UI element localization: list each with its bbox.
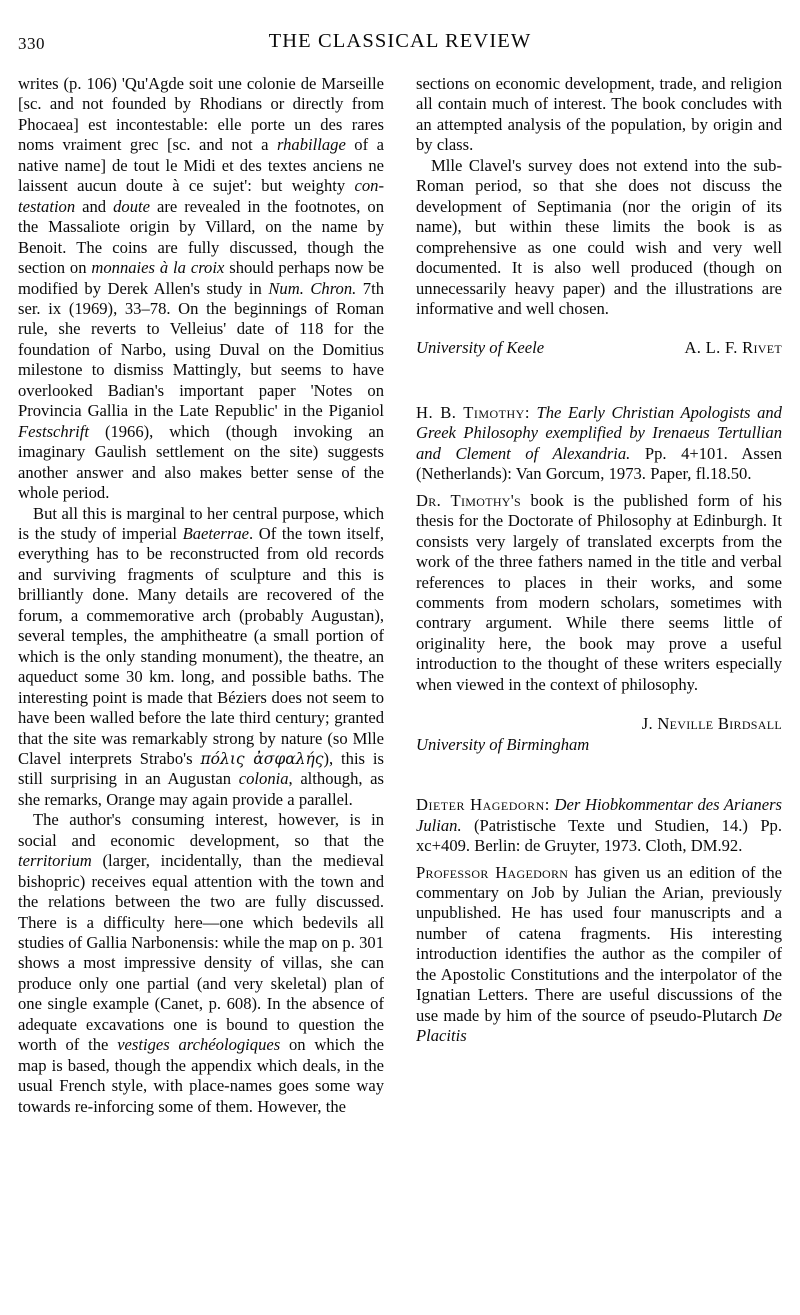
book-imprint: (Patristische Texte und Studien, 14.) Pp. xc+409. Berlin: de Gruyter, 1973. Cloth, DM.92.: [416, 815, 782, 856]
text-run: . Of the town itself, everything has to be reconstructed from old records and surviving fragments of sculpture and this is brilliantly done. Many details are recovered of the forum, a commemorative arch (probably Augustan), several temples, the amphitheatre (a small portion of which is the only standing monument), the theatre, an aqueduct some 30 km. long, and possible baths. The interesting point is made that Béziers does not seem to have been walled before the late third century; granted that the site was remarkably strong by nature (so Mlle Clavel interprets Strabo's: [18, 523, 384, 768]
paragraph-baeterrae: [18, 504, 384, 811]
signature-affiliation-birmingham: University of Birmingham: [416, 734, 590, 754]
text-run: 7th ser. ix (1969), 33–78. On the beginnings of Roman rule, she reverts to Velleius' date of 118 for the foundation of Narbo, using Duval on the Domitius milestone to dismiss Mattingly, but seems to have overlooked Badian's important paper 'Notes on Provincia Gallia in the Late Republic' in the Piganiol: [18, 278, 384, 421]
signature-author: A. L. F. Rivet: [684, 338, 782, 358]
book-imprint: Pp. 4+101. Assen (Netherlands): Van Gorcum, 1973. Paper, fl.18.50.: [416, 443, 782, 484]
journal-title: THE CLASSICAL REVIEW: [268, 30, 532, 52]
running-head: [18, 30, 782, 60]
paragraph-economic-sections: sections on economic development, trade, and religion all contain much of interest. The book concludes with an attempted analysis of the population, by origin and by class.: [416, 74, 782, 155]
text-run: ), this is still surprising in an Augustan: [18, 748, 384, 789]
book-title: Der Hiobkommentar des Arianers Julian.: [416, 795, 782, 835]
book-entry-header-hagedorn: [416, 795, 782, 856]
text-italic: vestiges archéologiques: [117, 1035, 281, 1055]
text-run: book is the published form of his thesis for the Doctorate of Philosophy at Edinburgh. It consists very largely of translated excerpts from the work of the three fathers named in the title and verbal references to places in their works, and some comments from modern scholars, sometimes with contrary argument. While there seems little of originality here, the book may prove a useful introduction to the thought of these writers especially when viewed in the context of philosophy.: [416, 490, 782, 694]
signature-author-birdsall: J. Neville Birdsall: [641, 714, 782, 734]
page-number: 330: [18, 34, 45, 53]
left-column: [18, 74, 384, 1312]
text-run: The author's consuming interest, however, is in social and economic development, so that the: [18, 810, 384, 850]
text-run: should perhaps now be modified by Derek Allen's study in: [18, 258, 384, 298]
signature-affiliation: University of Keele: [416, 338, 545, 358]
body-columns: [18, 74, 782, 1312]
text-italic: colonia: [238, 769, 289, 789]
greek-phrase: πόλις ἀσφαλής: [200, 749, 324, 768]
paragraph-review-hagedorn: [416, 863, 782, 1047]
text-run: of a native name] de tout le Midi et des textes anciens ne laissent aucun doute à ce sujet': but weighty: [18, 135, 384, 196]
text-run: are revealed in the footnotes, on the Massaliote origin by Villard, on the name by Benoit. The coins are fully discussed, though the section on: [18, 196, 384, 278]
text-italic: con-testation: [18, 176, 384, 216]
book-entry-header-timothy: [416, 403, 782, 485]
text-run: and: [75, 196, 114, 216]
text-italic: Baeterrae: [182, 523, 249, 543]
paragraph-review-timothy: [416, 491, 782, 696]
text-italic: rhabillage: [276, 135, 346, 155]
text-run: writes (p. 106) 'Qu'Agde soit une colonie de Marseille [sc. and not founded by Rhodians or directly from Phocaea] est incontestable: elle porte un des rares noms vraiment grec [sc. and not a: [18, 74, 384, 155]
text-run: on which the map is based, though the appendix which deals, in the usual French style, with place-names goes some way towards re-inforcing some of them. However, the: [18, 1035, 384, 1116]
text-italic: monnaies à la croix: [91, 258, 225, 278]
text-italic: Num. Chron.: [268, 278, 357, 298]
text-run: , although, as she remarks, Orange may again provide a parallel.: [18, 769, 384, 809]
book-author: H. B. Timothy:: [416, 402, 530, 422]
book-author: Dieter Hagedorn:: [416, 795, 550, 815]
text-run: (1966), which (though invoking an imaginary Gaulish settlement on the site) suggests another answer and also makes better sense of the whole period.: [18, 421, 384, 503]
review-signature-rivet: [416, 338, 782, 358]
text-italic: Festschrift: [18, 421, 89, 441]
paragraph-territorium: [18, 810, 384, 1117]
text-run: But all this is marginal to her central purpose, which is the study of imperial: [18, 503, 384, 543]
paragraph-clavel-coins: [18, 74, 384, 504]
review-subject-name: Professor Hagedorn: [416, 862, 569, 882]
text-italic: De Placitis: [416, 1005, 782, 1046]
text-run: has given us an edition of the commentary on Job by Julian the Arian, previously unpublished. He has used four manuscripts and a number of catena fragments. His interesting introduction identifies the author as the compiler of the Apostolic Constitutions and the interpolator of the Ignatian Letters. There are useful discussions of the use made by him of the source of pseudo-Plutarch: [416, 862, 782, 1025]
book-title: The Early Christian Apologists and Greek Philosophy exemplified by Irenaeus Tertullian and Clement of Alexandria.: [416, 402, 782, 463]
right-column: [416, 74, 782, 1312]
text-italic: doute: [113, 196, 150, 216]
text-run: (larger, incidentally, than the medieval bishopric) receives equal attention with the town and the relations between the two are fully discussed. There is a difficulty here—one which bedevils all studies of Gallia Narbonensis: while the map on p. 301 shows a most impressive density of villas, she can produce only one partial (and very skeletal) plan of one single example (Canet, p. 608). In the absence of adequate excavations one is bound to question the worth of the: [18, 851, 384, 1055]
text-italic: territorium: [18, 851, 92, 871]
paragraph-survey-scope: Mlle Clavel's survey does not extend into the sub-Roman period, so that she does not discuss the development of Septimania (nor the origin of its name), but within these limits the book is as comprehensive as one could wish and very well documented. It is also well produced (though on unnecessarily heavy paper) and the illustrations are informative and well chosen.: [416, 155, 782, 318]
review-subject-name: Dr. Timothy's: [416, 490, 522, 510]
